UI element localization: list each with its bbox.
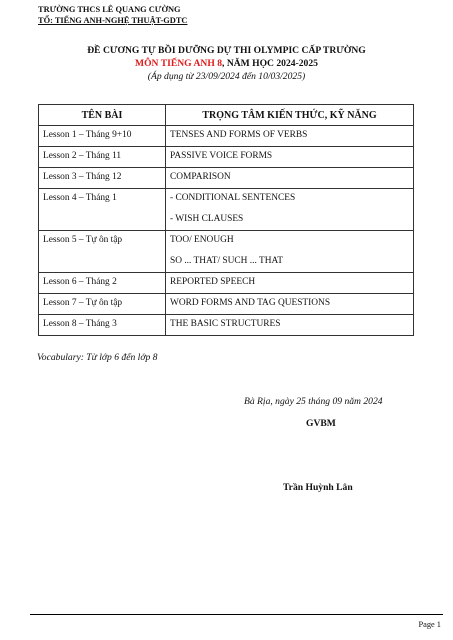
focus-cell [166,294,414,315]
lesson-cell: Lesson 6 – Tháng 2 [39,273,166,294]
table-row [39,231,414,273]
title-line-1: ĐỀ CƯƠNG TỰ BỒI DƯỠNG DỰ THI OLYMPIC CẤP TRƯỜNG [87,45,366,56]
focus-item: PASSIVE VOICE FORMS [170,151,273,161]
school-name: TRƯỜNG THCS LÊ QUANG CƯỜNG [38,5,181,14]
focus-cell [166,273,414,294]
focus-cell [166,315,414,336]
header-lesson: TÊN BÀI [39,105,166,126]
focus-cell [166,189,414,231]
focus-item: REPORTED SPEECH [170,277,256,287]
focus-cell [166,126,414,147]
table-row [39,189,414,231]
lesson-cell: Lesson 2 – Tháng 11 [39,147,166,168]
lesson-cell: Lesson 3 – Tháng 12 [39,168,166,189]
lesson-cell: Lesson 4 – Tháng 1 [39,189,166,231]
focus-item: SO ... THAT/ SUCH ... THAT [170,256,283,266]
focus-cell [166,168,414,189]
header-focus: TRỌNG TÂM KIẾN THỨC, KỸ NĂNG [166,105,414,126]
table-header-row [39,105,414,126]
school-year: , NĂM HỌC 2024-2025 [222,58,318,69]
table-row [39,294,414,315]
table-row [39,168,414,189]
focus-item: THE BASIC STRUCTURES [170,319,281,329]
focus-item: - WISH CLAUSES [170,214,244,224]
vocabulary-note: Vocabulary: Từ lớp 6 đến lớp 8 [37,352,158,363]
signature-date: Bà Rịa, ngày 25 tháng 09 năm 2024 [244,396,383,407]
focus-item: TENSES AND FORMS OF VERBS [170,130,308,140]
school-header [38,4,187,26]
lesson-cell: Lesson 1 – Tháng 9+10 [39,126,166,147]
title-line-2 [0,57,453,70]
lesson-cell: Lesson 5 – Tự ôn tập [39,231,166,273]
syllabus-table [38,104,414,336]
lesson-cell: Lesson 7 – Tự ôn tập [39,294,166,315]
subject-label: MÔN TIẾNG ANH 8 [135,58,223,69]
focus-item: TOO/ ENOUGH [170,235,234,245]
signature-name: Trần Huỳnh Lân [283,482,353,493]
table-row [39,315,414,336]
table-row [39,126,414,147]
signature-role: GVBM [306,418,336,429]
focus-item: COMPARISON [170,172,231,182]
table-row [39,147,414,168]
focus-cell [166,231,414,273]
focus-item: - CONDITIONAL SENTENCES [170,193,296,203]
document-title [0,44,453,83]
focus-cell [166,147,414,168]
title-line-3: (Áp dụng từ 23/09/2024 đến 10/03/2025) [147,71,306,82]
table-row [39,273,414,294]
page-number: Page 1 [418,620,441,629]
footer-divider [30,614,443,615]
lesson-cell: Lesson 8 – Tháng 3 [39,315,166,336]
focus-item: WORD FORMS AND TAG QUESTIONS [170,298,331,308]
department-name: TỔ: TIẾNG ANH-NGHỆ THUẬT-GDTC [38,16,188,25]
